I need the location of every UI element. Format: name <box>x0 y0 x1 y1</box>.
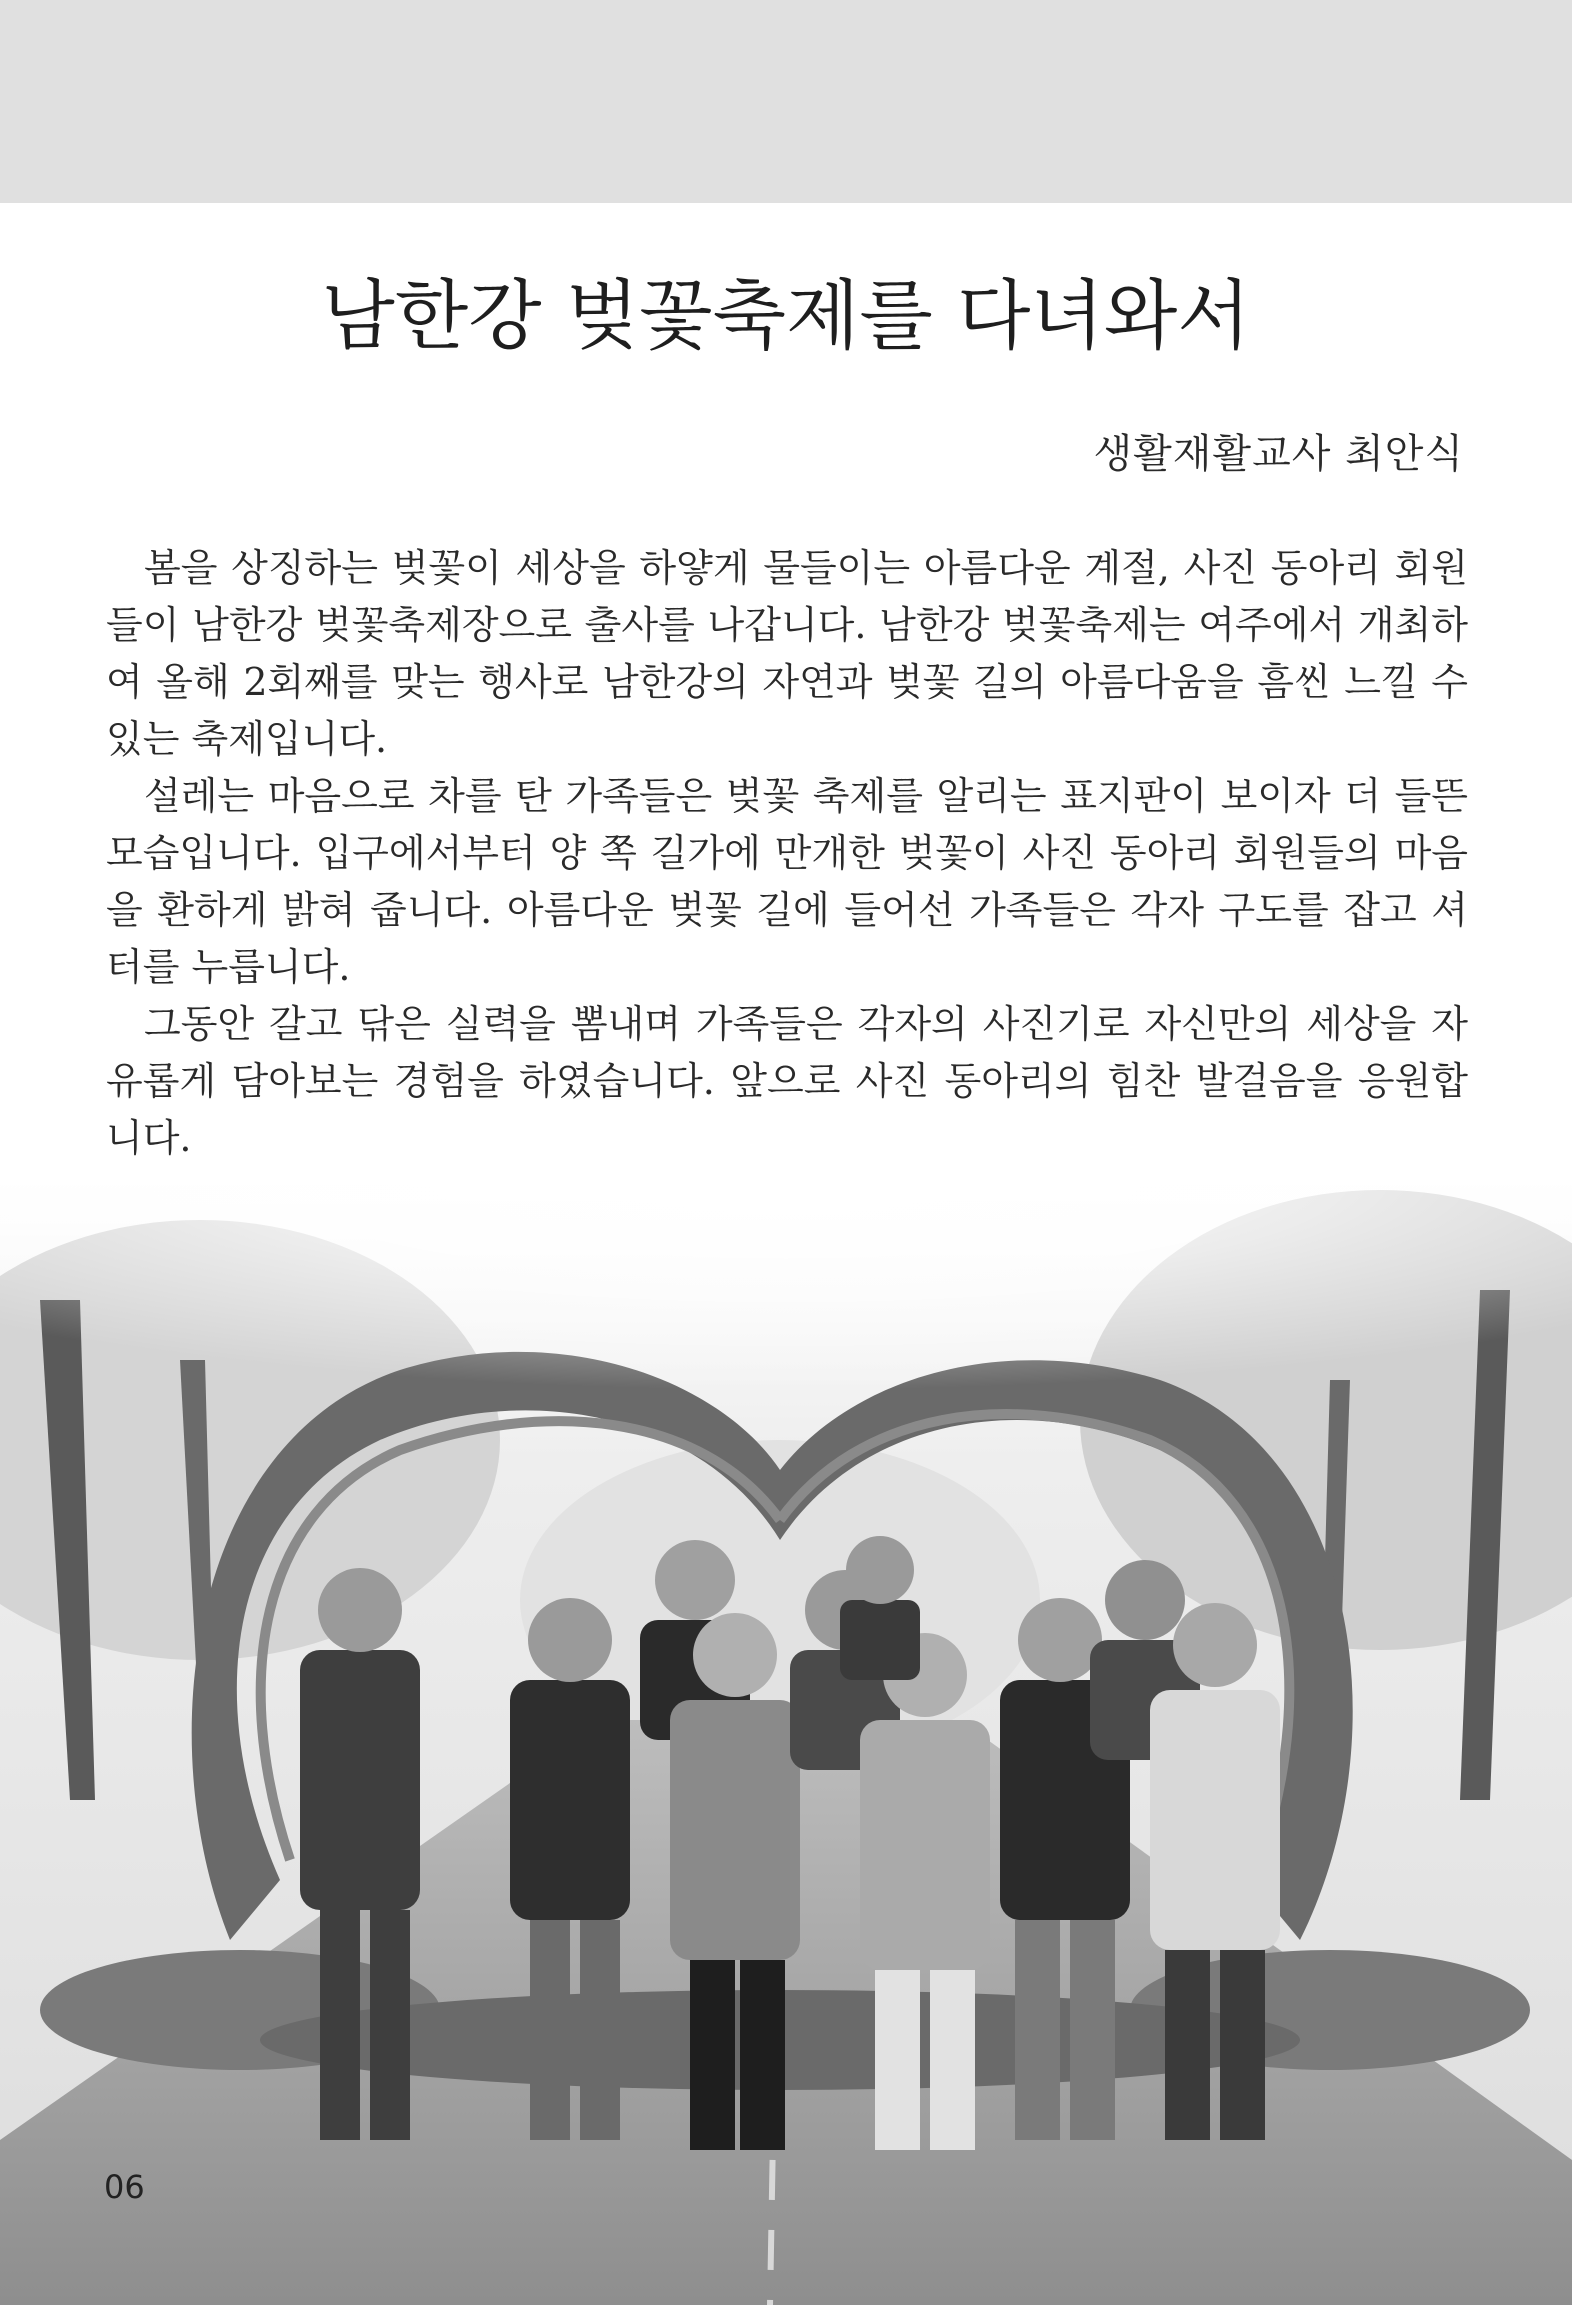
paragraph: 그동안 갈고 닦은 실력을 뽐내며 가족들은 각자의 사진기로 자신만의 세상을 자유롭게 담아보는 경험을 하였습니다. 앞으로 사진 동아리의 힘찬 발걸음을 응원합니다. <box>106 1002 1468 1160</box>
paragraph: 설레는 마음으로 차를 탄 가족들은 벚꽃 축제를 알리는 표지판이 보이자 더 들뜬 모습입니다. 입구에서부터 양 쪽 길가에 만개한 벚꽃이 사진 동아리 회원들의 마음을 환하게 밝혀 줍니다. 아름다운 벚꽃 길에 들어선 가족들은 각자 구도를 잡고 셔터를 누릅니다. <box>106 774 1468 989</box>
paragraph: 봄을 상징하는 벚꽃이 세상을 하얗게 물들이는 아름다운 계절, 사진 동아리 회원들이 남한강 벚꽃축제장으로 출사를 나갑니다. 남한강 벚꽃축제는 여주에서 개최하여 올해 2회째를 맞는 행사로 남한강의 자연과 벚꽃 길의 아름다움을 흠씬 느낄 수 있는 축제입니다. <box>106 546 1468 761</box>
article-body <box>106 540 1468 1167</box>
page-number: 06 <box>104 2168 145 2206</box>
author-byline: 생활재활교사 최안식 <box>1093 431 1464 477</box>
article-title: 남한강 벚꽃축제를 다녀와서 <box>321 271 1251 360</box>
header-band <box>0 0 1572 203</box>
group-photo <box>0 1180 1572 2305</box>
